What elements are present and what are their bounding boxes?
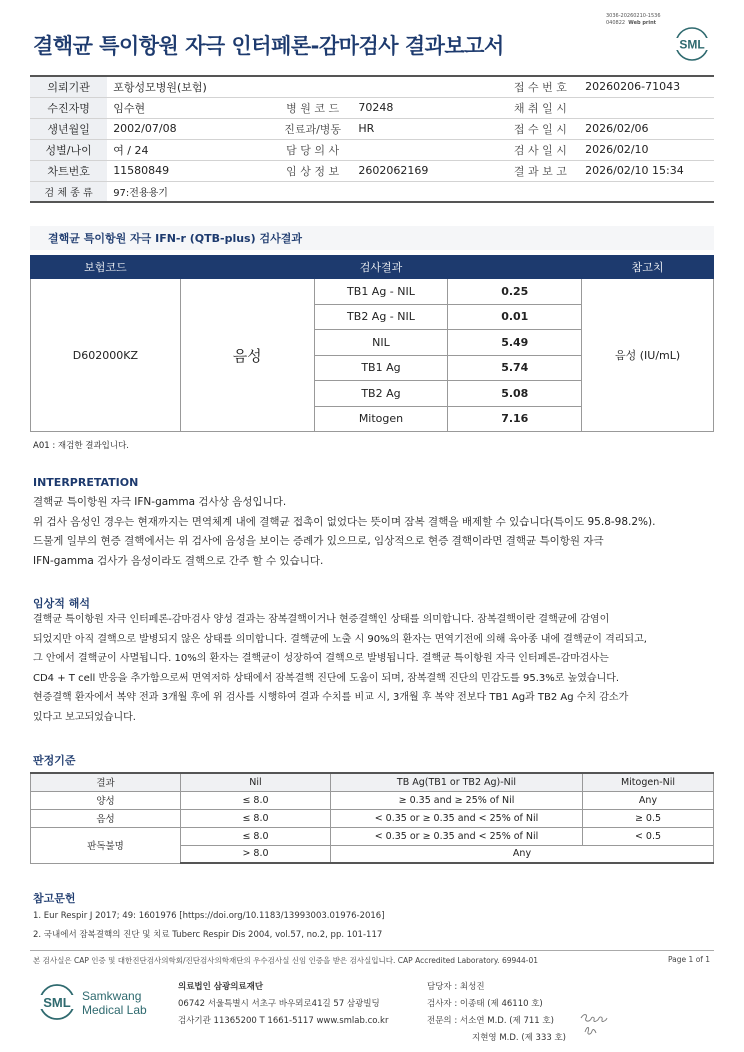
criteria-tb: ≥ 0.35 and ≥ 25% of Nil: [331, 791, 583, 809]
org-address: 06742 서울특별시 서초구 바우뫼로41길 57 삼광빌딩: [178, 999, 380, 1009]
accreditation-note: 본 검사실은 CAP 인증 및 대한진단검사의학회/진단검사의학재단의 우수검사실 신임 인증을 받은 검사실입니다. CAP Accredited Laboratory. 69944-01: [33, 956, 539, 965]
criteria-tb: < 0.35 or ≥ 0.35 and < 25% of Nil: [331, 809, 583, 827]
criteria-nil: ≤ 8.0: [181, 791, 331, 809]
interpretation-line: IFN-gamma 검사가 음성이라도 결핵으로 간주 할 수 있습니다.: [33, 554, 324, 567]
criteria-any: Any: [331, 845, 714, 863]
label-report-time: 결 과 보 고: [502, 160, 579, 181]
value-collection-time: [579, 97, 714, 118]
patient-info-table: [30, 75, 714, 203]
header-reference: 참고치: [582, 256, 714, 279]
value-sex-age: 여 / 24: [107, 139, 273, 160]
label-accession-no: 접 수 번 호: [502, 76, 579, 97]
criteria-header: 결과: [31, 773, 181, 791]
interpretation-line: 드물게 일부의 현증 결핵에서는 위 검사에 음성을 보이는 증례가 있으므로, 임상적으로 현증 결핵이라면 결핵균 특이항원 자극: [33, 535, 604, 547]
criteria-tb: < 0.35 or ≥ 0.35 and < 25% of Nil: [331, 827, 583, 845]
result-value: 5.49: [448, 330, 582, 356]
value-clinical-info: 2602062169: [352, 160, 489, 181]
judgement: 음성: [180, 279, 314, 432]
value-birth-date: 2002/07/08: [107, 118, 273, 139]
criteria-mitogen: ≥ 0.5: [583, 809, 714, 827]
header-insurance-code: 보험코드: [31, 256, 181, 279]
result-value: 7.16: [448, 406, 582, 432]
value-requester: 포항성모병원(보험): [107, 76, 502, 97]
clinical-text: [33, 610, 647, 727]
reference-item: 1. Eur Respir J 2017; 49: 1601976 [https://doi.org/10.1183/13993003.01976-2016]: [33, 911, 385, 921]
result-table: [30, 255, 714, 432]
label-patient-name: 수진자명: [30, 97, 107, 118]
samkwang-logo-icon: [38, 982, 158, 1022]
interpretation-text: [33, 493, 655, 571]
criteria-nil: ≤ 8.0: [181, 827, 331, 845]
signature-icon: [578, 1008, 610, 1040]
result-name: TB2 Ag: [314, 381, 448, 407]
result-value: 5.74: [448, 355, 582, 381]
criteria-label-negative: 음성: [31, 809, 181, 827]
result-name: NIL: [314, 330, 448, 356]
header-test-result: 검사결과: [180, 256, 581, 279]
insurance-code: D602000KZ: [31, 279, 181, 432]
criteria-mitogen: < 0.5: [583, 827, 714, 845]
criteria-heading: 판정기준: [33, 754, 76, 767]
org-name: 의료법인 삼광의료재단: [178, 982, 264, 992]
criteria-label-indeterminate: 판독불명: [31, 827, 181, 863]
value-doctor: [352, 139, 489, 160]
result-name: TB2 Ag - NIL: [314, 304, 448, 330]
label-doctor: 담 당 의 사: [273, 139, 352, 160]
interpretation-heading: INTERPRETATION: [33, 476, 139, 489]
logo-main-text: SML: [43, 995, 71, 1010]
result-value: 0.01: [448, 304, 582, 330]
page-number: Page 1 of 1: [668, 955, 711, 964]
criteria-table: [30, 772, 714, 864]
result-name: TB1 Ag - NIL: [314, 279, 448, 305]
document-code: 3036-20260210-1536 040822 Web print: [606, 13, 661, 26]
label-chart-no: 차트번호: [30, 160, 107, 181]
page-title: 결핵균 특이항원 자극 인터페론-감마검사 결과보고서: [33, 34, 504, 58]
criteria-header: TB Ag(TB1 or TB2 Ag)-Nil: [331, 773, 583, 791]
sml-logo-icon: [672, 26, 712, 62]
value-test-time: 2026/02/10: [579, 139, 714, 160]
references-heading: 참고문헌: [33, 892, 76, 905]
criteria-header: Mitogen-Nil: [583, 773, 714, 791]
result-name: TB1 Ag: [314, 355, 448, 381]
staff-line: 검사자 : 이종태 (제 46110 호): [427, 999, 543, 1009]
value-accession-no: 20260206-71043: [579, 76, 714, 97]
label-hospital-code: 병 원 코 드: [273, 97, 352, 118]
logo-text: SML: [679, 37, 705, 52]
label-birth-date: 생년월일: [30, 118, 107, 139]
result-name: Mitogen: [314, 406, 448, 432]
clinical-line: 되었지만 아직 결핵으로 발병되지 않은 상태를 의미합니다. 결핵균에 노출 시 90%의 환자는 면역기전에 의해 육아종 내에 결핵균이 격리되고,: [33, 633, 647, 645]
value-chart-no: 11580849: [107, 160, 273, 181]
criteria-label-positive: 양성: [31, 791, 181, 809]
label-receipt-time: 접 수 일 시: [502, 118, 579, 139]
staff-line: 담당자 : 최성진: [427, 982, 485, 992]
criteria-nil: > 8.0: [181, 845, 331, 863]
value-report-time: 2026/02/10 15:34: [579, 160, 714, 181]
clinical-heading: 임상적 해석: [33, 597, 90, 610]
staff-line: 지현영 M.D. (제 333 호): [472, 1033, 567, 1043]
clinical-line: 결핵균 특이항원 자극 인터페론-감마검사 양성 결과는 잠복결핵이거나 현증결핵인 상태를 의미합니다. 잠복결핵이란 결핵균에 감염이: [33, 614, 610, 625]
org-contact: 검사기관 11365200 T 1661-5117 www.smlab.co.kr: [178, 1016, 389, 1026]
value-department: HR: [352, 118, 489, 139]
label-department: 진료과/병동: [273, 118, 352, 139]
criteria-nil: ≤ 8.0: [181, 809, 331, 827]
label-specimen: 검 체 종 류: [30, 181, 107, 202]
clinical-line: 그 안에서 결핵균이 사멸됩니다. 10%의 환자는 결핵균이 성장하여 결핵으로 발병됩니다. 결핵균 특이항원 자극 인터페론-감마검사는: [33, 653, 609, 664]
criteria-header: Nil: [181, 773, 331, 791]
reference-value: 음성 (IU/mL): [582, 279, 714, 432]
logo-line2: Medical Lab: [82, 1003, 147, 1017]
staff-info: [427, 979, 566, 1047]
result-value: 0.25: [448, 279, 582, 305]
result-value: 5.08: [448, 381, 582, 407]
result-footnote: A01 : 재검한 결과입니다.: [33, 441, 129, 451]
label-clinical-info: 임 상 정 보: [273, 160, 352, 181]
interpretation-line: 결핵균 특이항원 자극 IFN-gamma 검사상 음성입니다.: [33, 496, 287, 508]
interpretation-line: 위 검사 음성인 경우는 현재까지는 면역체계 내에 결핵균 접촉이 없었다는 뜻이며 잠복 결핵을 배제할 수 있습니다(특이도 95.8-98.2%).: [33, 515, 656, 528]
label-requester: 의뢰기관: [30, 76, 107, 97]
organization-info: [178, 979, 388, 1030]
value-specimen: 97:전용용기: [107, 181, 714, 202]
value-patient-name: 임수현: [107, 97, 273, 118]
staff-line: 전문의 : 서소연 M.D. (제 711 호): [427, 1016, 554, 1026]
label-test-time: 검 사 일 시: [502, 139, 579, 160]
label-collection-time: 채 취 일 시: [502, 97, 579, 118]
criteria-mitogen: Any: [583, 791, 714, 809]
footer-divider: [30, 950, 714, 951]
value-receipt-time: 2026/02/06: [579, 118, 714, 139]
clinical-line: 현증결핵 환자에서 복약 전과 3개월 후에 위 검사를 시행하여 결과 수치를 비교 시, 3개월 후 복약 전보다 TB1 Ag과 TB2 Ag 수치 감소가: [33, 692, 629, 703]
value-hospital-code: 70248: [352, 97, 489, 118]
reference-item: 2. 국내에서 잠복결핵의 진단 및 치료 Tuberc Respir Dis 2004, vol.57, no.2, pp. 101-117: [33, 930, 383, 940]
logo-line1: Samkwang: [82, 989, 142, 1003]
label-sex-age: 성별/나이: [30, 139, 107, 160]
clinical-line: CD4 + T cell 반응을 추가함으로써 면역저하 상태에서 잠복결핵 진단에 도움이 되며, 잠복결핵 진단의 민감도를 95.3%로 높였습니다.: [33, 672, 620, 684]
clinical-line: 있다고 보고되었습니다.: [33, 711, 136, 723]
section-title: 결핵균 특이항원 자극 IFN-r (QTB-plus) 검사결과: [48, 232, 302, 245]
